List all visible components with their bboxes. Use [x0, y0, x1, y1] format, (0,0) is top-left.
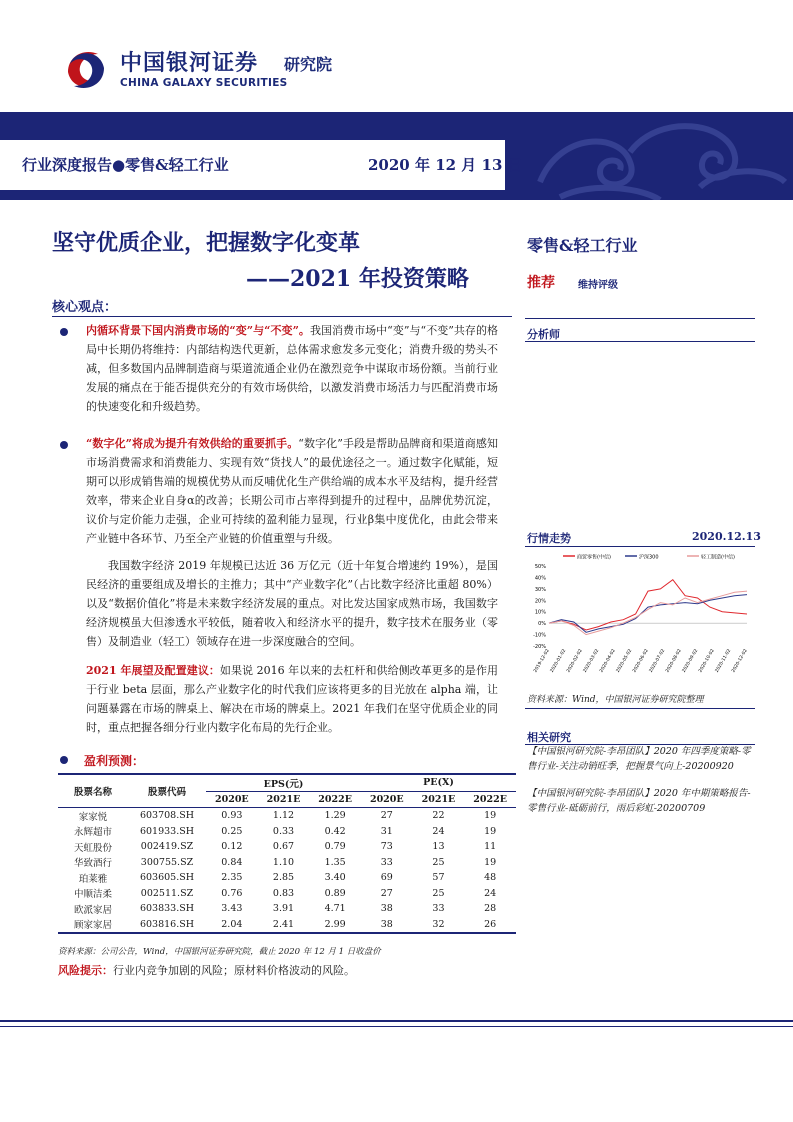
col-name-header: 股票名称 [58, 774, 128, 808]
table-row [58, 855, 516, 871]
estimate-value: 19 [484, 810, 497, 822]
stock-code: 002419.SZ [140, 841, 194, 853]
estimate-value: 26 [484, 918, 497, 930]
stock-name: 家家悦 [78, 811, 108, 823]
estimates-table [58, 773, 516, 934]
galaxy-logo-icon [58, 42, 114, 98]
pe-header: PE(X) [361, 774, 516, 791]
estimates-body [58, 808, 516, 934]
stock-code: 300755.SZ [140, 856, 194, 868]
point-2 [86, 434, 498, 548]
stock-name: 华致酒行 [73, 858, 112, 870]
year-header: 2020E [214, 793, 249, 805]
footer-line [0, 1020, 793, 1022]
y-tick-label: 0% [538, 621, 546, 628]
y-tick-label: 20% [534, 598, 546, 605]
estimate-value: 24 [484, 887, 497, 899]
stock-code: 603833.SH [139, 903, 195, 915]
estimate-value: 25 [432, 887, 445, 899]
col-code-header: 股票代码 [128, 774, 206, 808]
stock-code: 603708.SH [139, 810, 195, 822]
estimate-value: 0.12 [221, 841, 243, 853]
report-type: 行业深度报告●零售&轻工行业 [22, 156, 229, 174]
bullet-icon [60, 441, 68, 449]
stock-name: 中顺洁柔 [73, 889, 112, 901]
divider [525, 708, 755, 709]
year-header: 2021E [266, 793, 301, 805]
estimate-value: 0.84 [221, 856, 243, 868]
estimate-value: 0.67 [272, 841, 295, 853]
related-item[interactable]: 【中国银河研究院-李昂团队】2020 年中期策略报告-零售行业-砥砺前行，雨后彩虹-20200709 [527, 788, 751, 814]
legend-label: 轻工制造(中信) [701, 554, 735, 561]
estimate-value: 19 [484, 825, 497, 837]
footer-line [0, 1026, 793, 1027]
outlook-paragraph [86, 661, 498, 737]
estimate-value: 32 [432, 918, 445, 930]
stock-name: 欧派家居 [73, 904, 112, 916]
series-line [549, 591, 747, 635]
logo-institute: 研究院 [284, 55, 333, 74]
estimate-value: 28 [484, 903, 497, 915]
estimate-value: 73 [380, 841, 393, 853]
rating-label: 维持评级 [578, 280, 618, 291]
table-row [58, 808, 516, 824]
series-line [549, 580, 747, 630]
estimate-value: 0.25 [221, 825, 243, 837]
digital-economy-paragraph: 我国数字经济 2019 年规模已达近 36 万亿元（近十年复合增速约 19%），是国民经济的重要组成及增长的主推力；其中“产业数字化”（占比数字经济比重超 80%）以及“数据价值化”将是未来数字经济发展的重点。对比发达国家成熟市场，我国数字经济规模虽大但渗透水平较低，随着收入和经济水平的提升，数字技术在服务业（零售）及制造业（轻工）领域存在进一步深度融合的空间。 [86, 559, 498, 648]
estimate-value: 0.79 [324, 841, 346, 853]
trend-date: 2020.12.13 [692, 530, 761, 543]
stock-name: 天虹股份 [73, 842, 112, 854]
estimate-value: 1.10 [272, 856, 295, 868]
estimate-value: 1.29 [324, 810, 346, 822]
recommend-badge: 推荐 [527, 275, 555, 291]
x-tick-label: 2020-12-02 [731, 648, 749, 674]
sidebar-industry: 零售&轻工行业 [527, 236, 638, 255]
estimate-value: 0.33 [272, 825, 295, 837]
logo-english-name: CHINA GALAXY SECURITIES [120, 77, 288, 89]
estimate-value: 38 [380, 918, 393, 930]
year-header: 2021E [421, 793, 456, 805]
report-subtitle: ——2021 年投资策略 [246, 266, 469, 292]
estimate-value: 27 [380, 810, 393, 822]
y-tick-label: 30% [534, 586, 546, 593]
report-title: 坚守优质企业，把握数字化变革 [52, 230, 361, 256]
point-1-lead: 内循环背景下国内消费市场的“变”与“不变”。 [86, 324, 310, 337]
estimate-value: 2.41 [272, 918, 295, 930]
y-tick-label: -20% [533, 644, 546, 650]
series-line [549, 595, 747, 633]
estimate-value: 48 [484, 872, 497, 884]
divider [525, 546, 755, 547]
year-header: 2022E [318, 793, 352, 805]
x-tick-label: 2020-04-02 [599, 648, 617, 674]
estimate-value: 2.04 [221, 918, 243, 930]
point-1-text: 我国消费市场中“变”与“不变”共存的格局中长期仍将维持：内部结构迭代更新，总体需求愈发多元变化；消费升级的势头不减，但多数国内品牌制造商与渠道流通企业仍在激烈竞争中谋取市场份额。当前行业发展的痛点在于能否提供充分的有效市场供给，以激发消费市场活力与匹配消费市场的快速变化和升级趋势。 [86, 324, 498, 413]
point-1 [86, 321, 498, 416]
brand-logo [58, 42, 363, 98]
estimate-value: 2.35 [221, 872, 243, 884]
estimate-value: 33 [380, 856, 393, 868]
estimate-value: 24 [432, 825, 445, 837]
estimate-value: 22 [432, 810, 445, 822]
x-tick-label: 2020-03-02 [582, 648, 601, 674]
report-date: 2020 年 12 月 13 日 [368, 156, 523, 174]
year-header: 2022E [473, 793, 507, 805]
trend-label: 行情走势 [527, 532, 571, 545]
risk-warning [58, 962, 355, 978]
estimate-value: 19 [484, 856, 497, 868]
x-tick-label: 2020-06-02 [632, 648, 650, 674]
table-row [58, 839, 516, 855]
risk-label: 风险提示： [58, 964, 113, 977]
estimate-value: 1.35 [324, 856, 346, 868]
trend-chart [527, 550, 755, 680]
x-tick-label: 2020-11-02 [714, 648, 733, 674]
divider [525, 341, 755, 342]
stock-code: 601933.SH [139, 825, 195, 837]
table-row [58, 917, 516, 934]
estimates-source: 资料来源：公司公告，Wind，中国银河证券研究院，截止 2020 年 12 月 1 日收盘价 [58, 947, 381, 957]
stock-name: 永辉超市 [73, 827, 112, 839]
estimate-value: 3.40 [324, 872, 346, 884]
estimate-value: 25 [432, 856, 445, 868]
estimate-value: 13 [432, 841, 445, 853]
bullet-icon [60, 756, 68, 764]
estimate-value: 11 [484, 841, 497, 853]
x-tick-label: 2020-07-02 [648, 648, 667, 674]
legend-label: 沪深300 [639, 554, 659, 561]
related-item[interactable]: 【中国银河研究院-李昂团队】2020 年四季度策略-零售行业-关注动销旺季，把握景气向上-20200920 [527, 746, 751, 772]
estimate-value: 57 [432, 872, 445, 884]
estimate-value: 33 [432, 903, 445, 915]
logo-chinese-name: 中国银河证券 [120, 51, 259, 76]
estimate-value: 0.93 [221, 810, 243, 822]
y-tick-label: -10% [533, 632, 546, 639]
risk-text: 行业内竞争加剧的风险；原材料价格波动的风险。 [113, 964, 355, 977]
estimate-value: 4.71 [324, 903, 346, 915]
legend-label: 商贸零售(中信) [577, 554, 611, 561]
estimate-value: 38 [380, 903, 393, 915]
estimate-value: 27 [380, 887, 393, 899]
y-tick-label: 50% [534, 564, 546, 570]
table-row [58, 901, 516, 917]
estimate-value: 0.83 [272, 887, 295, 899]
estimate-value: 0.89 [324, 887, 346, 899]
bullet-icon [60, 328, 68, 336]
outlook-text: 如果说 2016 年以来的去杠杆和供给侧改革更多的是作用于行业 beta 层面，那么产业数字化的时代我们应该将更多的目光放在 alpha 端，让问题暴露在市场的牌桌上、解决在市场的牌桌上。2021 年我们在坚守优质企业的同时，重点把握各细分行业内数字化布局的先行企业。 [86, 664, 498, 734]
divider [525, 318, 755, 319]
analyst-label: 分析师 [527, 328, 560, 341]
table-row [58, 870, 516, 886]
estimate-value: 3.91 [272, 903, 295, 915]
estimate-value: 2.99 [324, 918, 346, 930]
estimate-value: 69 [380, 872, 393, 884]
estimates-title: 盈利预测： [84, 754, 145, 768]
estimate-value: 3.43 [221, 903, 243, 915]
estimate-value: 2.85 [272, 872, 295, 884]
estimate-value: 0.42 [324, 825, 346, 837]
estimate-value: 0.76 [221, 887, 243, 899]
table-row [58, 886, 516, 902]
x-tick-label: 2020-02-02 [566, 648, 584, 674]
y-tick-label: 40% [534, 575, 546, 582]
divider [52, 316, 512, 317]
x-tick-label: 2020-05-02 [615, 648, 634, 674]
x-tick-label: 2020-01-02 [549, 648, 568, 674]
estimate-value: 1.12 [272, 810, 295, 822]
point-2-lead: “数字化”将成为提升有效供给的重要抓手。 [86, 437, 299, 450]
estimate-value: 31 [380, 825, 393, 837]
x-tick-label: 2020-08-02 [665, 648, 683, 674]
year-header: 2020E [369, 793, 404, 805]
stock-code: 603816.SH [139, 918, 195, 930]
table-row [58, 824, 516, 840]
x-tick-label: 2020-10-02 [698, 648, 716, 674]
stock-name: 顾家家居 [73, 920, 112, 932]
stock-code: 603605.SH [139, 872, 195, 884]
core-views-label: 核心观点： [52, 300, 118, 315]
eps-header: EPS(元) [206, 774, 361, 791]
related-label: 相关研究 [527, 731, 571, 744]
y-tick-label: 10% [534, 609, 546, 616]
stock-code: 002511.SZ [140, 887, 194, 899]
stock-name: 珀莱雅 [78, 873, 108, 885]
trend-source: 资料来源：Wind，中国银河证券研究院整理 [527, 695, 704, 705]
x-tick-label: 2019-12-02 [533, 648, 551, 674]
outlook-lead: 2021 年展望及配置建议： [86, 664, 220, 677]
point-2-text: “数字化”手段是帮助品牌商和渠道商感知市场消费需求和消费能力、实现有效“货找人”的最优途径之一。通过数字化赋能，短期可以形成销售端的规模优势从而反哺优化生产供给端的成本水平及结构，提升经营效率，带来企业自身α的改善；长期公司市占率得到提升的过程中，品牌优势沉淀，议价与定价能力走强，企业可持续的盈利能力显现，行业β集中度优化，由此会带来产业链中各环节、乃至全产业链的价值重塑与升级。 [86, 437, 498, 545]
x-tick-label: 2020-09-02 [681, 648, 700, 674]
